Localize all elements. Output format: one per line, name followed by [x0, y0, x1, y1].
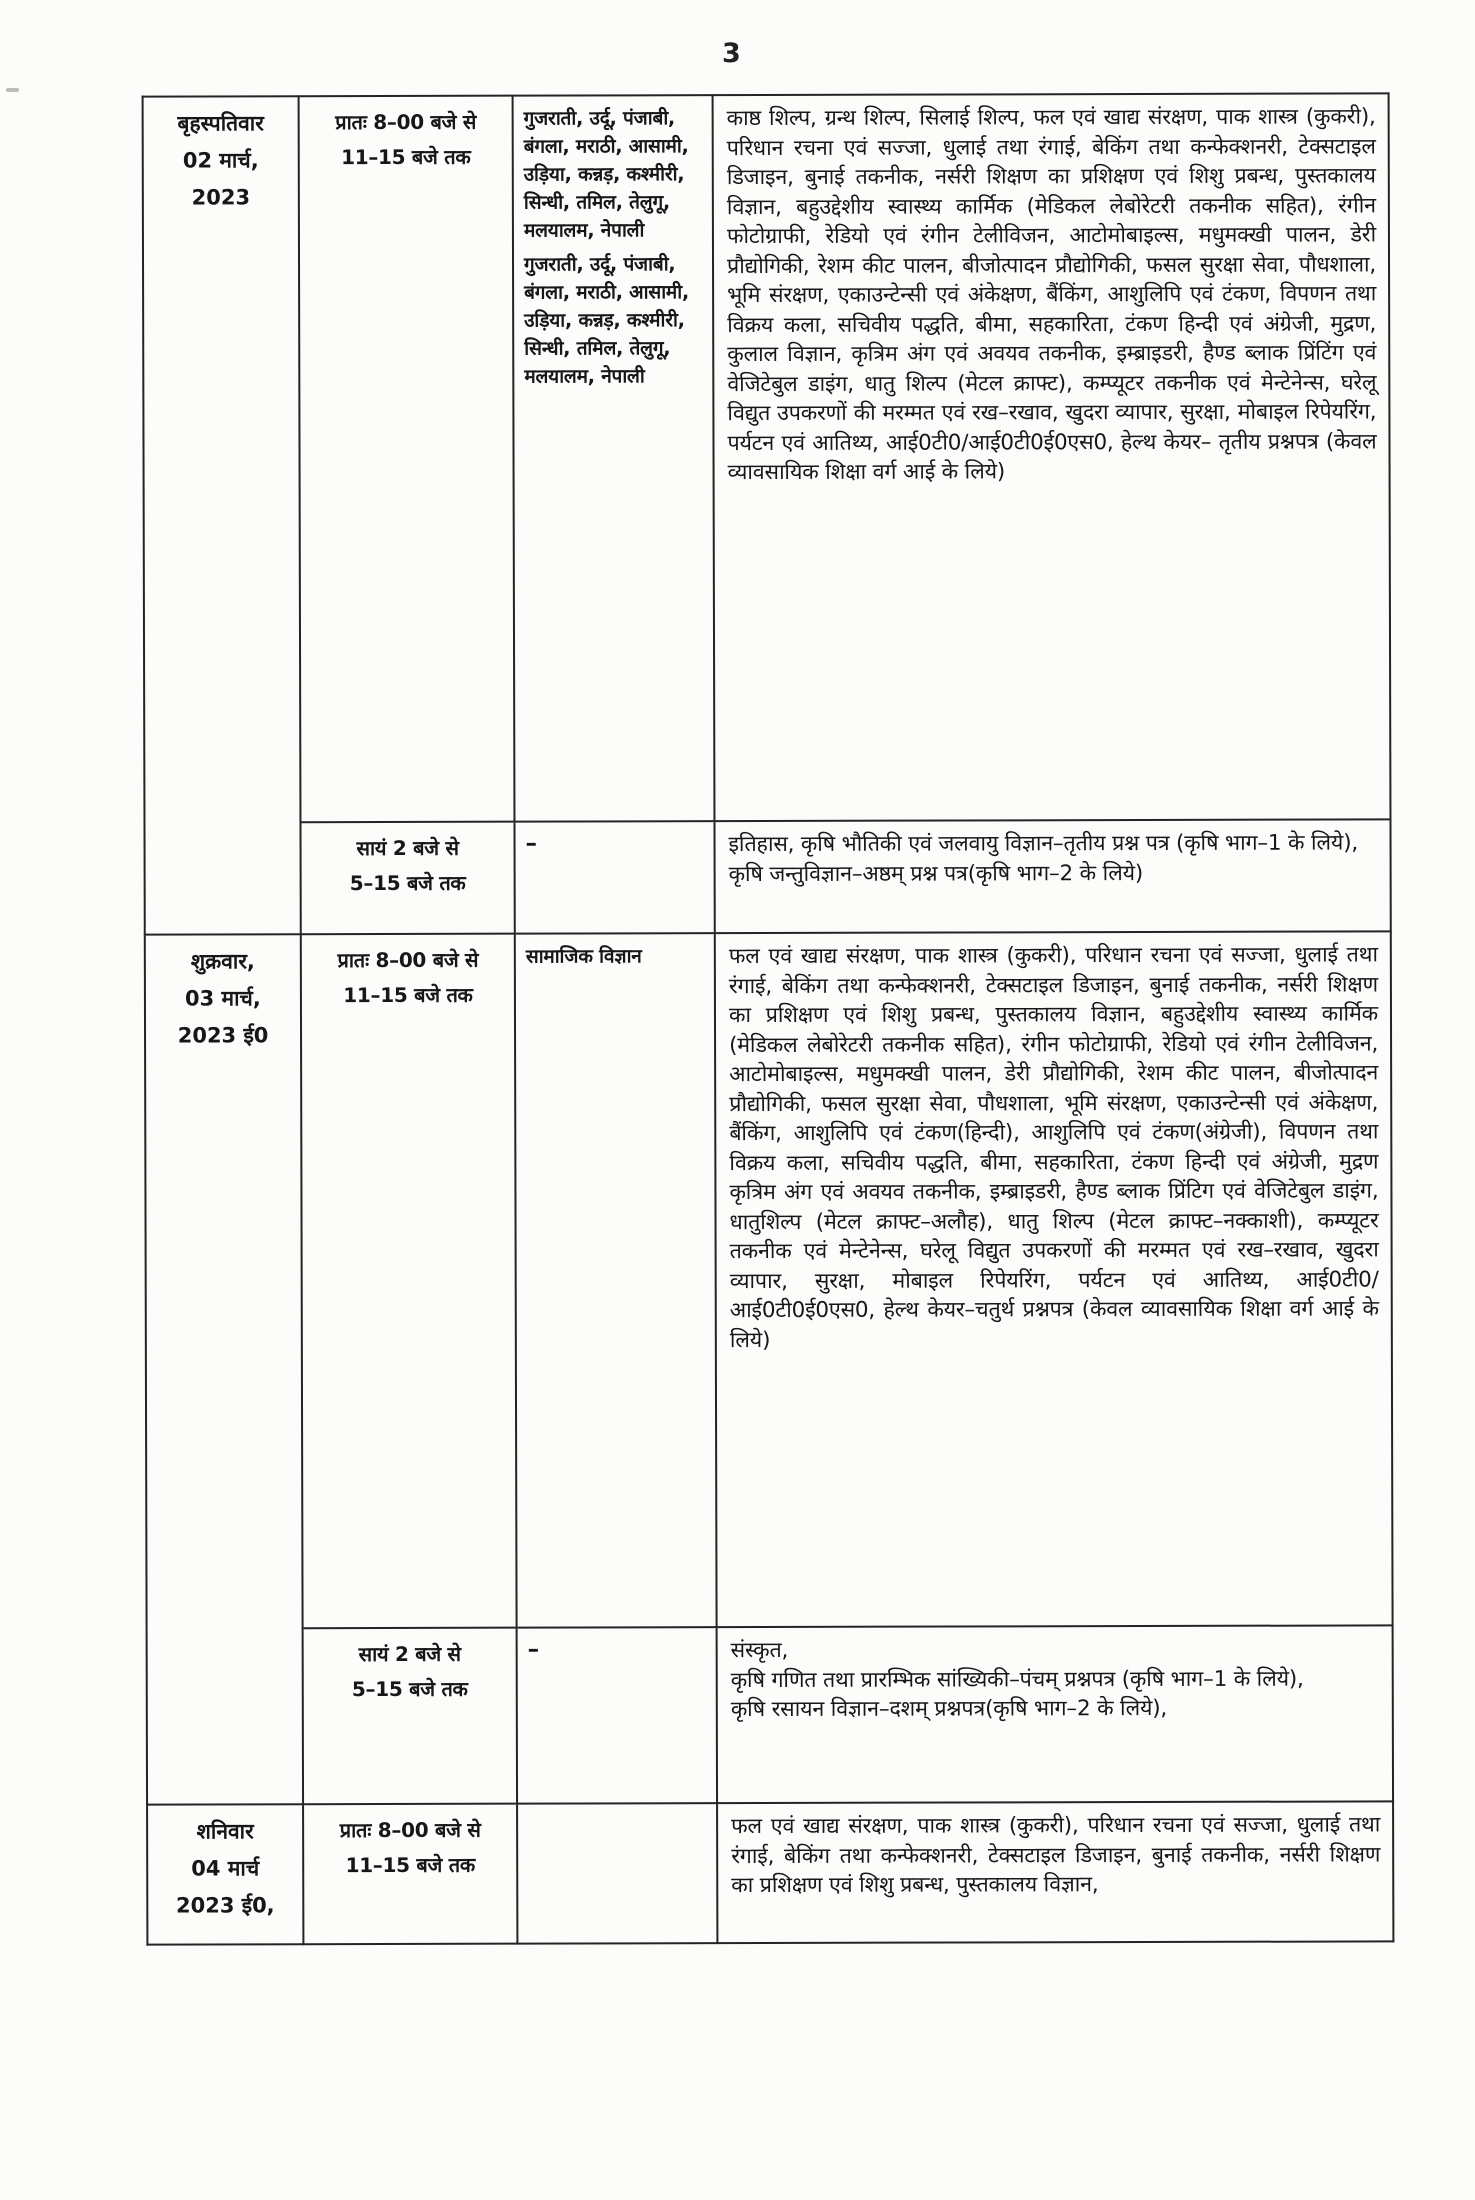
details-paragraph: काष्ठ शिल्प, ग्रन्थ शिल्प, सिलाई शिल्प, फल एवं खाद्य संरक्षण, पाक शास्त्र (कुकरी), परिधान रचना एवं सज्जा, धुलाई तथा रंगाई, बेकिंग तथा कन्फेक्शनरी, टेक्सटाइल डिजाइन, बुनाई तकनीक, नर्सरी शिक्षण का प्रशिक्षण एवं शिशु प्रबन्ध, पुस्तकालय विज्ञान, बहुउद्देशीय स्वास्थ्य कार्मिक (मेडिकल लेबोरेटरी तकनीक सहित), रंगीन फोटोग्राफी, रेडियो एवं रंगीन टेलीविजन, आटोमोबाइल्स, मधुमक्खी पालन, डेरी प्रौद्योगिकी, रेशम कीट पालन, बीजोत्पादन प्रौद्योगिकी, फसल सुरक्षा सेवा, पौधशाला, भूमि संरक्षण, एकाउन्टेन्सी एवं अंकेक्षण, बैंकिंग, आशुलिपि एवं टंकण, विपणन तथा विक्रय कला, सचिवीय पद्धति, बीमा, सहकारिता, टंकण हिन्दी एवं अंग्रेजी, मुद्रण, कुलाल विज्ञान, कृत्रिम अंग एवं अवयव तकनीक, इम्ब्राइडरी, हैण्ड ब्लाक प्रिंटिंग एवं वेजिटेबुल डाइंग, धातु शिल्प (मेटल क्राफ्ट), कम्प्यूटर तकनीक एवं मेन्टेनेन्स, घरेलू विद्युत उपकरणों की मरम्मत एवं रख–रखाव, खुदरा व्यापार, सुरक्षा, मोबाइल रिपेयरिंग, पर्यटन एवं आतिथ्य, आई0टी0/आई0टी0ई0एस0, हेल्थ केयर– तृतीय प्रश्नपत्र (केवल व्यावसायिक शिक्षा वर्ग आई के लिये)	[726, 104, 1377, 486]
details-paragraph: इतिहास, कृषि भौतिकी एवं जलवायु विज्ञान–तृतीय प्रश्न पत्र (कृषि भाग–1 के लिये),	[728, 830, 1359, 858]
time-cell	[303, 1628, 517, 1805]
time-line: 5–15 बजे तक	[349, 870, 466, 896]
details-cell	[717, 1625, 1393, 1803]
details-paragraph: संस्कृत,	[730, 1637, 789, 1664]
table-row	[144, 819, 1390, 934]
details-cell	[714, 819, 1390, 933]
subject-list: गुजराती, उर्दू, पंजाबी, बंगला, मराठी, आसामी, उड़िया, कन्नड़, कश्मीरी, सिन्धी, तमिल, तेलुगू, मलयालम, नेपाली	[523, 253, 690, 388]
details-cell	[713, 93, 1391, 821]
date-cell	[143, 96, 301, 934]
scan-artifact	[6, 88, 19, 92]
details-paragraph: कृषि जन्तुविज्ञान–अष्ठम् प्रश्न पत्र(कृषि भाग–2 के लिये)	[728, 860, 1144, 887]
time-cell	[303, 1804, 517, 1945]
subjects-cell	[514, 821, 714, 934]
time-line: 11–15 बजे तक	[343, 982, 473, 1008]
page-number: 3	[722, 38, 741, 69]
subjects-cell	[517, 1803, 717, 1944]
details-paragraph: फल एवं खाद्य संरक्षण, पाक शास्त्र (कुकरी), परिधान रचना एवं सज्जा, धुलाई तथा रंगाई, बेकिंग तथा कन्फेक्शनरी, टेक्सटाइल डिजाइन, बुनाई तकनीक, नर्सरी शिक्षण का प्रशिक्षण एवं शिशु प्रबन्ध, पुस्तकालय विज्ञान,	[731, 1812, 1381, 1899]
date-line: 04 मार्च	[191, 1856, 260, 1881]
date-line: 02 मार्च,	[182, 148, 259, 173]
time-line: 11–15 बजे तक	[345, 1852, 475, 1878]
time-line: प्रातः 8–00 बजे से	[337, 947, 479, 973]
exam-timetable-table	[142, 92, 1395, 1945]
no-subject-dash: –	[525, 830, 537, 857]
subjects-cell	[513, 95, 715, 822]
date-line: 03 मार्च,	[184, 986, 261, 1011]
subject-list: सामाजिक विज्ञान	[525, 945, 642, 968]
date-cell	[147, 1804, 303, 1944]
time-line: 11–15 बजे तक	[341, 144, 471, 170]
no-subject-dash: –	[527, 1636, 539, 1663]
subjects-cell	[517, 1627, 717, 1804]
table-row	[143, 93, 1391, 822]
table-row	[147, 1625, 1393, 1804]
date-line: बृहस्पतिवार	[177, 111, 264, 136]
details-paragraph: फल एवं खाद्य संरक्षण, पाक शास्त्र (कुकरी), परिधान रचना एवं सज्जा, धुलाई तथा रंगाई, बेकिंग तथा कन्फेक्शनरी, टेक्सटाइल डिजाइन, बुनाई तकनीक, नर्सरी शिक्षण का प्रशिक्षण एवं शिशु प्रबन्ध, पुस्तकालय विज्ञान, बहुउद्देशीय स्वास्थ्य कार्मिक (मेडिकल लेबोरेटरी तकनीक सहित), रंगीन फोटोग्राफी, रेडियो एवं रंगीन टेलीविजन, आटोमोबाइल्स, मधुमक्खी पालन, डेरी प्रौद्योगिकी, रेशम कीट पालन, बीजोत्पादन प्रौद्योगिकी, फसल सुरक्षा सेवा, पौधशाला, भूमि संरक्षण, एकाउन्टेन्सी एवं अंकेक्षण, बैंकिंग, आशुलिपि एवं टंकण(हिन्दी), आशुलिपि एवं टंकण(अंग्रेजी), विपणन तथा विक्रय कला, सचिवीय पद्धति, बीमा, सहकारिता, टंकण हिन्दी एवं अंग्रेजी, मुद्रण कृत्रिम अंग एवं अवयव तकनीक, इम्ब्राइडरी, हैण्ड ब्लाक प्रिंटिग एवं वेजिटेबुल डाइंग, धातुशिल्प (मेटल क्राफ्ट–अलौह), धातु शिल्प (मेटल क्राफ्ट–नक्काशी), कम्प्यूटर तकनीक एवं मेन्टेनेन्स, घरेलू विद्युत उपकरणों की मरम्मत एवं रख–रखाव, खुदरा व्यापार, सुरक्षा, मोबाइल रिपेयरिंग, पर्यटन एवं आतिथ्य, आई0टी0/आई0टी0ई0एस0, हेल्थ केयर–चतुर्थ प्रश्नपत्र (केवल व्यावसायिक शिक्षा वर्ग आई के लिये)	[728, 942, 1379, 1353]
date-line: 2023	[191, 185, 251, 210]
date-line: 2023 ई0	[177, 1023, 269, 1048]
date-line: 2023 ई0,	[175, 1893, 275, 1918]
details-cell	[715, 931, 1393, 1627]
time-line: प्रातः 8–00 बजे से	[339, 1817, 481, 1843]
details-paragraph: कृषि गणित तथा प्रारम्भिक सांख्यिकी–पंचम् प्रश्नपत्र (कृषि भाग–1 के लिये),	[730, 1666, 1304, 1693]
table-row	[145, 931, 1393, 1628]
time-line: प्रातः 8–00 बजे से	[335, 109, 477, 135]
time-line: सायं 2 बजे से	[358, 1641, 461, 1667]
time-cell	[299, 96, 515, 823]
date-line: शनिवार	[196, 1819, 254, 1844]
table-row	[147, 1801, 1393, 1944]
subject-list: गुजराती, उर्दू, पंजाबी, बंगला, मराठी, आसामी, उड़िया, कन्नड़, कश्मीरी, सिन्धी, तमिल, तेलुगू, मलयालम, नेपाली	[523, 107, 689, 242]
time-cell	[301, 934, 517, 1629]
subjects-cell	[515, 933, 717, 1628]
time-line: सायं 2 बजे से	[356, 835, 459, 861]
details-paragraph: कृषि रसायन विज्ञान–दशम् प्रश्नपत्र(कृषि भाग–2 के लिये),	[730, 1695, 1168, 1723]
time-line: 5–15 बजे तक	[351, 1676, 468, 1702]
details-cell	[717, 1801, 1393, 1943]
date-line: शुक्रवार,	[190, 949, 255, 974]
time-cell	[300, 822, 514, 935]
date-cell	[145, 934, 303, 1804]
